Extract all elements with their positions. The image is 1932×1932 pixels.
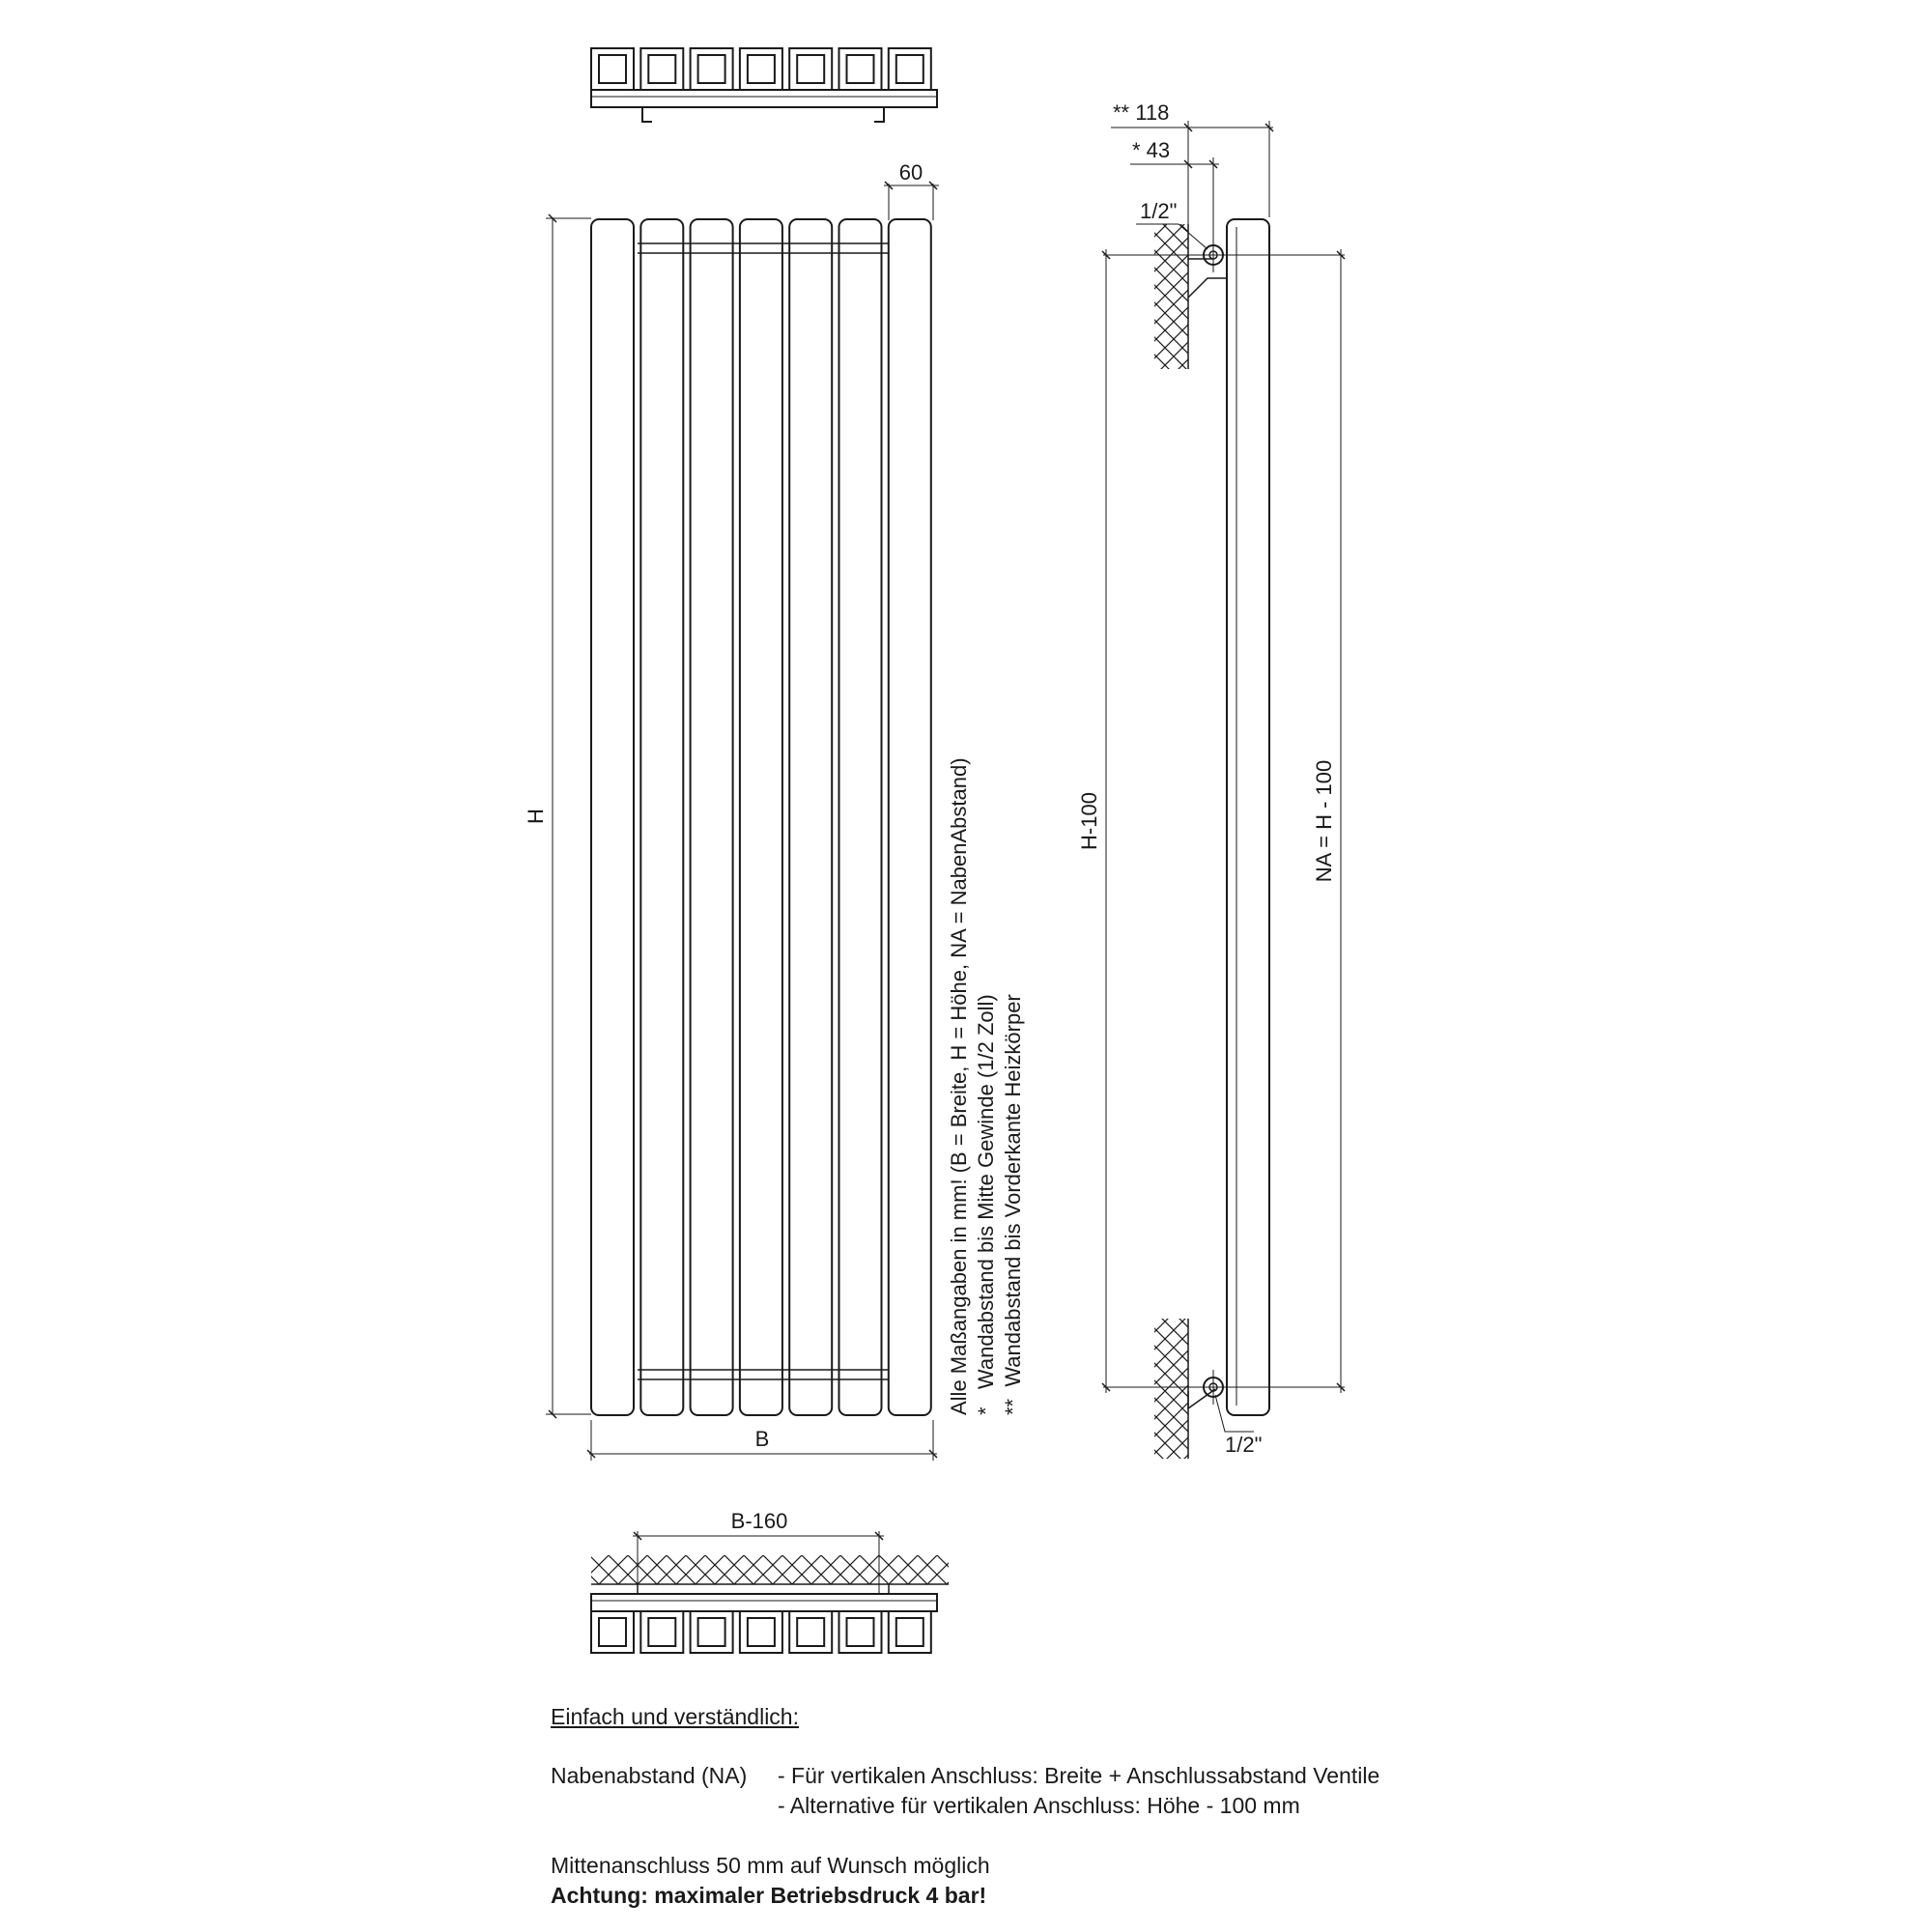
radiator-panel [889,219,931,1415]
thread-top-label: 1/2" [1140,199,1178,223]
center-connection-note: Mittenanschluss 50 mm auf Wunsch möglich [551,1853,990,1878]
front-panels [591,219,931,1415]
na-row-2 [551,1791,1379,1821]
side-note-center: * Wandabstand bis Mitte Gewinde (1/2 Zoll) [974,994,998,1415]
radiator-panel [740,219,782,1415]
dim-wall-front-label: ** 118 [1113,100,1170,125]
dim-panel-width-label: 60 [898,160,923,185]
na-label: Nabenabstand (NA) [551,1763,748,1788]
na-line-2: - Alternative für vertikalen Anschluss: Höhe - 100 mm [778,1793,1300,1818]
panel-section [889,1611,931,1653]
panel-section [839,48,882,90]
front-view [524,160,1025,1461]
notes-block [551,1702,1379,1911]
notes-heading: Einfach und verständlich: [551,1704,799,1729]
dim-bracket-spacing-label: B-160 [730,1509,788,1533]
panel-section [691,1611,733,1653]
wall-hatch-bottom [1154,1319,1188,1459]
dim-height-label: H [524,809,548,824]
pressure-warning: Achtung: maximaler Betriebsdruck 4 bar! [551,1883,987,1908]
radiator-panel [789,219,832,1415]
top-panel-sections [591,48,931,90]
dim-na-label: NA = H - 100 [1312,759,1336,883]
panel-section [789,1611,832,1653]
panel-section [640,1611,683,1653]
dim-wall-center-label: * 43 [1132,138,1171,162]
side-notes [947,757,1025,1415]
dim-width [587,1420,937,1461]
panel-section [839,1611,882,1653]
panel-section [740,1611,782,1653]
dim-h-minus-label: H-100 [1077,792,1101,850]
panel-section [789,48,832,90]
panel-section [640,48,683,90]
panel-section [691,48,733,90]
dim-wall-front [1111,100,1273,224]
dim-h-minus [1077,249,1196,1393]
dim-height [524,214,591,1418]
top-plan-view [591,48,937,122]
bottom-connection-icon [1188,1370,1262,1457]
radiator-panel [591,219,634,1415]
bottom-plan-view [591,1509,949,1653]
side-note-front: ** Wandabstand bis Vorderkante Heizkörper [1001,994,1025,1415]
dim-width-label: B [754,1427,770,1451]
panel-section [591,1611,634,1653]
bottom-panel-sections [591,1611,931,1653]
side-view [1077,100,1345,1459]
front-connector-bars [638,243,889,1379]
na-line-1: - Für vertikalen Anschluss: Breite + Anschlussabstand Ventile [778,1763,1380,1788]
radiator-panel [691,219,733,1415]
radiator-panel [640,219,683,1415]
panel-section [591,48,634,90]
side-note-units: Alle Maßangaben in mm! (B = Breite, H = Höhe, NA = NabenAbstand) [947,757,971,1415]
panel-section [889,48,931,90]
thread-bottom-label: 1/2" [1225,1433,1263,1457]
na-row [551,1761,1379,1791]
radiator-panel [839,219,882,1415]
dim-na [1227,249,1345,1393]
dim-panel-width [884,160,939,220]
wall-hatch-top [1154,224,1188,369]
radiator-side-body [1227,219,1269,1415]
panel-section [740,48,782,90]
